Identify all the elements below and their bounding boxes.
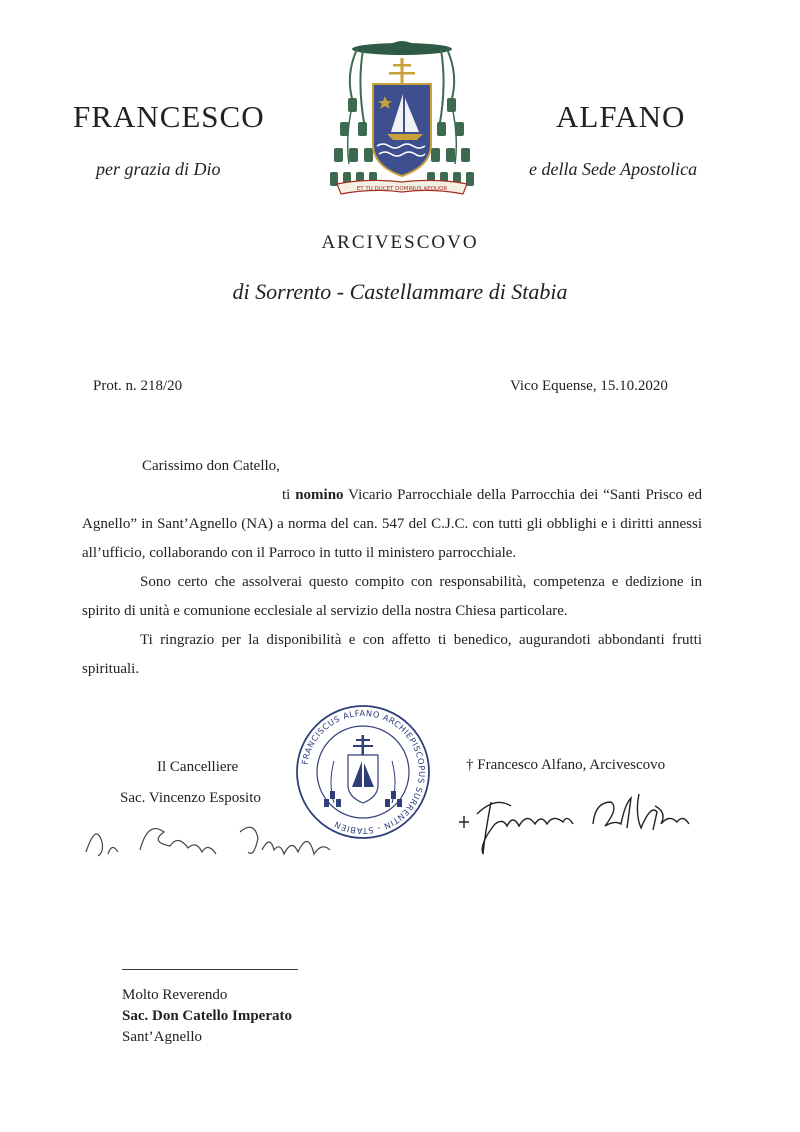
paragraph-thanks: Ti ringrazio per la disponibilità e con affetto ti benedico, augurandoti abbondanti frutti spirituali. <box>82 632 702 677</box>
archiepiscopal-seal-icon <box>294 703 432 841</box>
paragraph-appointment <box>82 481 702 568</box>
diocese-name: di Sorrento - Castellammare di Stabia <box>232 279 568 304</box>
p1-bold: nomino <box>295 487 344 503</box>
handwritten-signature-icon <box>455 784 695 860</box>
chancellor-name: Sac. Vincenzo Esposito <box>120 790 261 806</box>
chancellor-role: Il Cancelliere <box>157 759 239 775</box>
right-subtitle: e della Sede Apostolica <box>529 159 698 179</box>
recipient-divider <box>122 969 298 970</box>
svg-text:ET TU DUCET DOMINUS AEQUOR: ET TU DUCET DOMINUS AEQUOR <box>356 186 448 192</box>
recipient-name: Sac. Don Catello Imperato <box>122 1008 292 1024</box>
left-subtitle: per grazia di Dio <box>96 159 221 179</box>
episcopal-coat-of-arms-icon <box>327 36 477 198</box>
recipient-location: Sant’Agnello <box>122 1029 202 1045</box>
svg-text:FRANCISCUS ALFANO ARCHIEPISCOP: FRANCISCUS ALFANO ARCHIEPISCOPUS SURRENTIN - STABIEN <box>299 707 428 837</box>
p1-post: Vicario Parrocchiale della Parrocchia dei “Santi Prisco ed Agnello” in Sant’Agnello (NA) a norma del can. 547 del C.J.C. con tutti gli obblighi e i diritti annessi all’ufficio, collaborando con il Parroco in tutto il ministero parrocchiale. <box>82 487 702 561</box>
archbishop-title: ARCIVESCOVO <box>321 232 479 253</box>
last-name: ALFANO <box>556 99 686 134</box>
place-date: Vico Equense, 15.10.2020 <box>510 378 668 394</box>
salutation: Carissimo don Catello, <box>142 458 280 474</box>
p1-pre: ti <box>282 487 296 503</box>
coat-of-arms <box>327 36 477 198</box>
recipient-salutation: Molto Reverendo <box>122 987 228 1003</box>
first-name: FRANCESCO <box>73 99 265 134</box>
protocol-number: Prot. n. 218/20 <box>93 378 183 394</box>
recipient-block <box>122 985 292 1048</box>
letter-body <box>82 452 702 684</box>
archbishop-signature-label: † Francesco Alfano, Arcivescovo <box>466 757 666 773</box>
paragraph-confidence: Sono certo che assolverai questo compito con responsabilità, competenza e dedizione in spirito di unità e comunione ecclesiale al servizio della nostra Chiesa particolare. <box>82 574 702 619</box>
